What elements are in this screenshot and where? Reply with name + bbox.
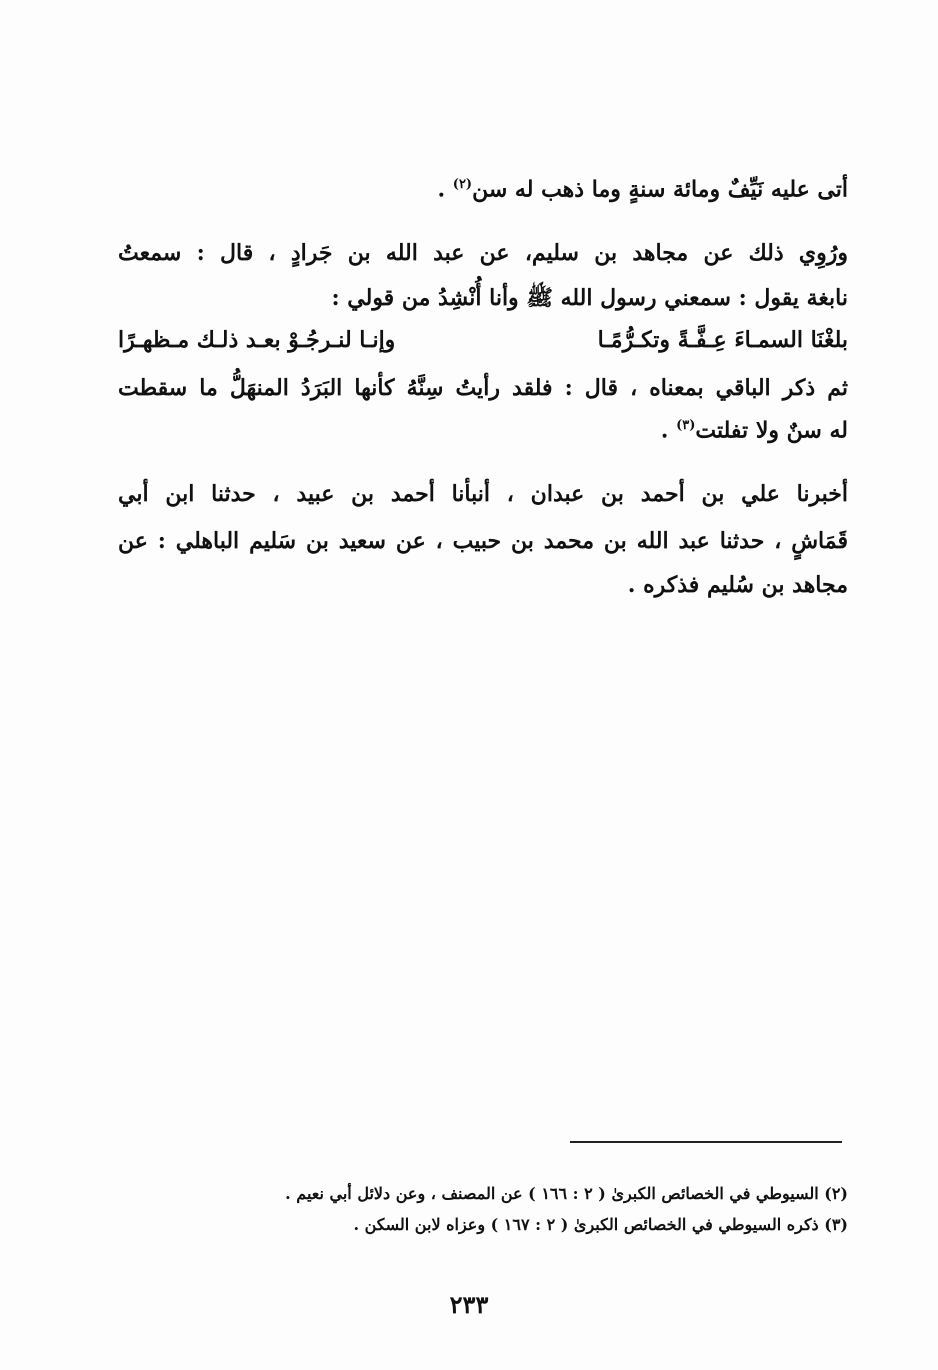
text-line-1-content: أتى عليه نَيِّفٌ ومائة سنةٍ وما ذهب له سن bbox=[472, 176, 848, 203]
footnote-separator bbox=[570, 1141, 842, 1143]
verse-first-hemistich: بلغْنَا السمـاءَ عِـفَّـةً وتكـرُّمًـا bbox=[597, 327, 848, 353]
page-number: ٢٣٣ bbox=[449, 1290, 489, 1319]
text-line-6: أخبرنا علي بن أحمد بن عبدان ، أنبأنا أحمد بن عبيد ، حدثنا ابن أبي bbox=[118, 481, 848, 507]
sentence-end-mark: . bbox=[660, 417, 669, 444]
text-line-4: ثم ذكر الباقي بمعناه ، قال : فلقد رأيتُ سِنَّهُ كأنها البَرَدُ المنهَلُّ ما سقطت bbox=[118, 375, 848, 401]
poetry-verse bbox=[118, 325, 848, 355]
footnote-ref-3: (٣) bbox=[676, 418, 696, 433]
sentence-end-mark: . bbox=[437, 176, 446, 203]
text-line-2: ورُوِي ذلك عن مجاهد بن سليم، عن عبد الله بن جَرادٍ ، قال : سمعتُ bbox=[118, 240, 848, 266]
text-line-5-content: له سنٌ ولا تفلتت bbox=[695, 417, 848, 444]
footnote-3: (٣) ذكره السيوطي في الخصائص الكبرىٰ ( ٢ : ١٦٧ ) وعزاه لابن السكن . bbox=[353, 1215, 848, 1234]
text-line-5 bbox=[661, 411, 848, 445]
text-line-3: نابغة يقول : سمعني رسول الله ﷺ وأنا أُنْشِدُ من قولي : bbox=[331, 285, 848, 311]
text-line-8: مجاهد بن سُليم فذكره . bbox=[627, 572, 848, 598]
verse-second-hemistich: وإنـا لنـرجُـوْ بعـد ذلـك مـظهـرًا bbox=[118, 327, 396, 353]
footnote-2: (٢) السيوطي في الخصائص الكبرىٰ ( ٢ : ١٦٦ ) عن المصنف ، وعن دلائل أبي نعيم . bbox=[285, 1184, 848, 1203]
text-line-7: قَمَاشٍ ، حدثنا عبد الله بن محمد بن حبيب ، عن سعيد بن سَليم الباهلي : عن bbox=[118, 528, 848, 554]
text-line-1 bbox=[437, 170, 848, 204]
footnote-ref-2: (٢) bbox=[452, 177, 473, 192]
